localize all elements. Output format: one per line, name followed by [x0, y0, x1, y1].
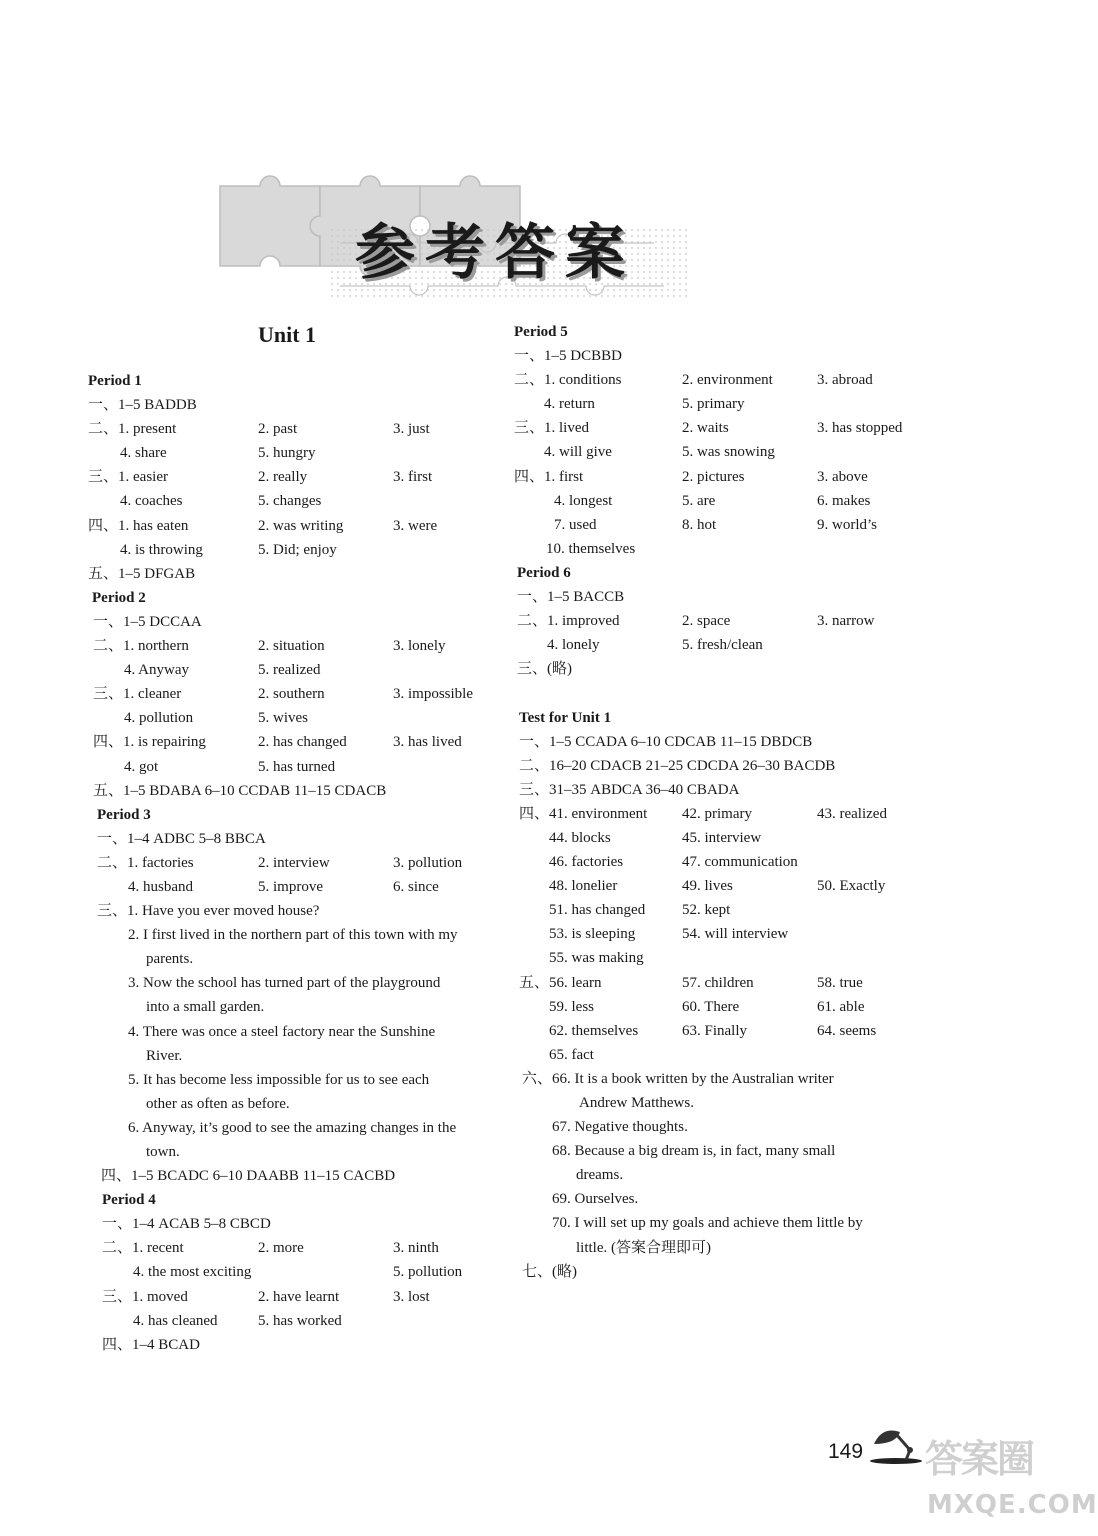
answer-text: 3. Now the school has turned part of the playground — [128, 975, 441, 992]
answer-line — [88, 779, 508, 803]
answer-text: 四、41. environment — [519, 805, 648, 822]
answer-line — [512, 1091, 932, 1115]
answer-text: 4. coaches — [120, 493, 183, 510]
answer-item: 5. fresh/clean — [682, 637, 763, 654]
answer-line — [88, 706, 508, 730]
answer-line — [88, 562, 508, 586]
answer-item: 57. children — [682, 974, 754, 991]
answer-text: Period 4 — [102, 1192, 156, 1209]
answer-text: 二、1. conditions — [514, 372, 622, 389]
answer-text: 48. lonelier — [549, 878, 618, 895]
answer-line — [512, 344, 932, 368]
answer-line — [512, 922, 932, 946]
answer-item: 63. Finally — [682, 1022, 748, 1039]
answer-item: 60. There — [682, 998, 740, 1015]
answer-item: 45. interview — [682, 829, 762, 846]
answer-item: 54. will interview — [682, 926, 789, 943]
answer-text: 五、56. learn — [519, 974, 602, 991]
answer-text: 53. is sleeping — [549, 926, 636, 943]
answer-line — [512, 730, 932, 754]
desk-lamp-icon — [866, 1420, 926, 1465]
answer-item: 3. has lived — [393, 734, 462, 751]
answer-item: 42. primary — [682, 805, 752, 822]
answer-line — [512, 1260, 932, 1284]
answer-text: 一、1–5 DCCAA — [93, 613, 202, 630]
answer-line — [512, 1043, 932, 1067]
answer-item: 5. changes — [258, 493, 322, 510]
answer-line — [512, 898, 932, 922]
answer-text: 46. factories — [549, 854, 624, 871]
answer-text: little. (答案合理即可) — [576, 1239, 711, 1256]
answer-item: 2. was writing — [258, 517, 344, 534]
answer-item: 3. just — [393, 421, 430, 438]
answer-text: 四、1. first — [514, 468, 584, 485]
answer-line — [512, 1163, 932, 1187]
answer-text: 五、1–5 DFGAB — [88, 565, 196, 582]
answer-line — [88, 1092, 508, 1116]
answer-line — [88, 1068, 508, 1092]
spacer — [512, 681, 932, 705]
answer-text: 4. Anyway — [124, 662, 189, 679]
answer-text: 10. themselves — [546, 540, 636, 557]
answer-item: 49. lives — [682, 878, 733, 895]
answer-item: 5. are — [682, 492, 716, 509]
answer-item: 3. were — [393, 517, 438, 534]
answer-line — [88, 465, 508, 489]
answer-text: 三、(略) — [517, 661, 572, 678]
answer-text: dreams. — [576, 1167, 624, 1184]
watermark-url: MXQE.COM — [927, 1490, 1098, 1520]
answer-item: 64. seems — [817, 1022, 877, 1039]
answer-item: 2. southern — [258, 686, 325, 703]
answer-line — [512, 609, 932, 633]
answer-text: 三、31–35 ABDCA 36–40 CBADA — [519, 781, 740, 798]
answer-text: Period 2 — [92, 589, 146, 606]
answer-text: 4. husband — [128, 878, 193, 895]
answer-text: 2. I first lived in the northern part of this town with my — [128, 927, 458, 944]
answer-text: 一、1–5 CCADA 6–10 CDCAB 11–15 DBDCB — [519, 733, 813, 750]
answer-line — [512, 465, 932, 489]
answer-text: Test for Unit 1 — [519, 709, 612, 726]
answer-item: 52. kept — [682, 902, 731, 919]
answer-text: 二、1. northern — [93, 638, 189, 655]
section-heading — [88, 369, 508, 393]
answer-text: Andrew Matthews. — [579, 1095, 694, 1111]
answer-line — [512, 657, 932, 681]
answer-line — [88, 1140, 508, 1164]
answer-item: 3. has stopped — [817, 420, 903, 437]
answer-line — [88, 489, 508, 513]
answer-text: into a small garden. — [146, 999, 265, 1016]
answer-text: 三、1. easier — [88, 469, 168, 486]
answer-item: 58. true — [817, 974, 863, 991]
answer-line — [88, 899, 508, 923]
section-heading — [512, 320, 932, 344]
answer-text: 四、1. has eaten — [88, 517, 189, 534]
answer-item: 2. past — [258, 421, 298, 438]
answer-line — [88, 1116, 508, 1140]
answer-text: 六、66. It is a book written by the Australian writer — [522, 1070, 834, 1087]
answer-text: 4. There was once a steel factory near the Sunshine — [128, 1023, 436, 1040]
answer-item: 3. ninth — [393, 1240, 439, 1257]
answer-text: River. — [146, 1047, 183, 1064]
answer-line — [88, 1260, 508, 1284]
answer-item: 5. primary — [682, 396, 745, 413]
answer-text: 4. got — [124, 758, 159, 775]
section-heading — [88, 586, 508, 610]
answer-item: 5. Did; enjoy — [258, 541, 337, 558]
answer-item: 2. environment — [682, 372, 773, 389]
answer-line — [512, 826, 932, 850]
answer-line — [88, 1333, 508, 1357]
answer-line — [512, 585, 932, 609]
right-answer-column — [512, 320, 932, 1284]
answer-line — [88, 1212, 508, 1236]
answer-text: 四、1. is repairing — [93, 734, 206, 751]
answer-item: 5. has worked — [258, 1312, 342, 1329]
answer-text: 70. I will set up my goals and achieve them little by — [552, 1215, 863, 1232]
answer-line — [512, 513, 932, 537]
answer-text: Period 3 — [97, 806, 151, 823]
answer-text: 69. Ourselves. — [552, 1191, 639, 1208]
answer-text: 一、1–4 ADBC 5–8 BBCA — [97, 830, 266, 847]
answer-line — [88, 851, 508, 875]
answer-text: 二、1. improved — [517, 613, 620, 630]
answer-line — [512, 1139, 932, 1163]
answer-line — [512, 802, 932, 826]
answer-line — [512, 1211, 932, 1235]
answer-line — [88, 417, 508, 441]
answer-line — [88, 1020, 508, 1044]
answer-item: 2. waits — [682, 420, 729, 437]
section-heading — [88, 1188, 508, 1212]
answer-line — [512, 1236, 932, 1260]
answer-item: 5. wives — [258, 710, 308, 727]
answer-line — [512, 1067, 932, 1091]
answer-text: 4. longest — [554, 492, 613, 509]
answer-item: 2. pictures — [682, 468, 745, 485]
answer-text: other as often as before. — [146, 1095, 290, 1112]
answer-item: 5. improve — [258, 878, 323, 895]
page-number: 149 — [828, 1440, 864, 1463]
answer-item: 2. interview — [258, 854, 330, 871]
answer-text: 7. used — [554, 516, 597, 533]
answer-text: 四、1–5 BCADC 6–10 DAABB 11–15 CACBD — [101, 1168, 396, 1185]
unit-title: Unit 1 — [258, 322, 317, 347]
answer-text: 4. return — [544, 396, 595, 413]
answer-item: 2. more — [258, 1240, 304, 1257]
answer-text: 4. the most exciting — [133, 1264, 252, 1281]
section-heading — [512, 561, 932, 585]
answer-text: 4. lonely — [547, 637, 600, 654]
answer-text: 67. Negative thoughts. — [552, 1119, 688, 1136]
watermark-logo: 答案圈 — [925, 1437, 1034, 1481]
answer-item: 6. makes — [817, 492, 871, 509]
answer-text: 五、1–5 BDABA 6–10 CCDAB 11–15 CDACB — [93, 782, 387, 799]
answer-item: 3. first — [393, 469, 433, 486]
section-heading — [512, 706, 932, 730]
watermark — [925, 1428, 1098, 1534]
answer-text: 二、16–20 CDACB 21–25 CDCDA 26–30 BACDB — [519, 757, 836, 774]
answer-line — [512, 995, 932, 1019]
answer-text: 二、1. present — [88, 421, 177, 438]
answer-line — [512, 416, 932, 440]
answer-line — [88, 730, 508, 754]
answer-line — [88, 875, 508, 899]
section-heading — [88, 803, 508, 827]
answer-text: parents. — [146, 951, 194, 968]
answer-item: 5. was snowing — [682, 444, 775, 461]
answer-line — [512, 537, 932, 561]
answer-item: 8. hot — [682, 516, 717, 533]
answer-line — [512, 489, 932, 513]
answer-line — [88, 923, 508, 947]
answer-text: 三、1. lived — [514, 420, 589, 437]
answer-item: 5. pollution — [393, 1264, 463, 1281]
answer-item: 47. communication — [682, 854, 798, 871]
answer-text: 三、1. moved — [102, 1288, 188, 1305]
answer-item: 3. narrow — [817, 613, 875, 630]
answer-line — [512, 1019, 932, 1043]
page-title: 参考答案 — [355, 218, 635, 288]
answer-line — [88, 1164, 508, 1188]
left-answer-column — [88, 369, 508, 1357]
answer-text: 三、1. Have you ever moved house? — [97, 903, 320, 920]
answer-text: 4. pollution — [124, 710, 194, 727]
answer-line — [512, 1115, 932, 1139]
answer-line — [88, 538, 508, 562]
answer-text: 一、1–5 BADDB — [88, 397, 197, 414]
answer-line — [512, 392, 932, 416]
answer-line — [88, 441, 508, 465]
answer-line — [512, 946, 932, 970]
answer-line — [512, 633, 932, 657]
answer-line — [88, 1236, 508, 1260]
answer-line — [512, 440, 932, 464]
answer-line — [88, 947, 508, 971]
answer-item: 50. Exactly — [817, 878, 886, 895]
answer-line — [512, 778, 932, 802]
answer-line — [88, 610, 508, 634]
answer-text: 一、1–5 BACCB — [517, 589, 625, 606]
answer-text: Period 5 — [514, 324, 568, 340]
answer-text: 59. less — [549, 998, 594, 1015]
answer-text: 一、1–4 ACAB 5–8 CBCD — [102, 1216, 271, 1233]
answer-text: 65. fact — [549, 1046, 594, 1063]
answer-text: 二、1. recent — [102, 1240, 184, 1257]
answer-item: 5. has turned — [258, 758, 336, 775]
answer-text: 62. themselves — [549, 1022, 639, 1039]
answer-line — [88, 658, 508, 682]
answer-line — [88, 995, 508, 1019]
answer-text: 55. was making — [549, 950, 644, 967]
answer-text: 一、1–5 DCBBD — [514, 348, 622, 365]
answer-text: 44. blocks — [549, 829, 611, 846]
answer-item: 43. realized — [817, 805, 887, 822]
answer-text: Period 6 — [517, 564, 571, 581]
answer-text: 5. It has become less impossible for us to see each — [128, 1071, 430, 1088]
answer-item: 2. space — [682, 613, 731, 630]
answer-item: 3. lonely — [393, 638, 446, 655]
answer-text: 6. Anyway, it’s good to see the amazing changes in the — [128, 1119, 457, 1136]
answer-text: 4. has cleaned — [133, 1312, 218, 1329]
answer-text: town. — [146, 1144, 180, 1160]
answer-item: 3. pollution — [393, 854, 463, 871]
answer-line — [512, 368, 932, 392]
answer-item: 3. above — [817, 468, 868, 485]
answer-line — [88, 971, 508, 995]
answer-text: 51. has changed — [549, 902, 646, 919]
answer-line — [88, 393, 508, 417]
answer-item: 3. impossible — [393, 686, 474, 703]
answer-line — [512, 971, 932, 995]
answer-item: 3. abroad — [817, 372, 873, 389]
answer-line — [88, 755, 508, 779]
answer-line — [88, 827, 508, 851]
answer-item: 3. lost — [393, 1288, 430, 1305]
answer-line — [88, 514, 508, 538]
answer-line — [88, 634, 508, 658]
answer-text: 四、1–4 BCAD — [102, 1336, 200, 1353]
answer-text: Period 1 — [88, 373, 142, 389]
answer-item: 2. have learnt — [258, 1288, 340, 1305]
answer-item: 5. hungry — [258, 445, 316, 462]
answer-item: 9. world’s — [817, 516, 877, 533]
answer-line — [512, 1187, 932, 1211]
answer-line — [88, 1309, 508, 1333]
answer-text: 二、1. factories — [97, 854, 194, 871]
answer-text: 三、1. cleaner — [93, 686, 182, 703]
answer-line — [88, 682, 508, 706]
answer-line — [88, 1044, 508, 1068]
answer-item: 61. able — [817, 998, 865, 1015]
answer-item: 2. has changed — [258, 734, 347, 751]
answer-text: 68. Because a big dream is, in fact, many small — [552, 1143, 836, 1160]
answer-item: 6. since — [393, 878, 439, 895]
answer-text: 七、(略) — [522, 1263, 577, 1280]
answer-line — [512, 850, 932, 874]
answer-item: 5. realized — [258, 662, 321, 679]
answer-line — [88, 1285, 508, 1309]
answer-line — [512, 874, 932, 898]
answer-text: 4. share — [120, 445, 167, 462]
answer-text: 4. will give — [544, 444, 612, 461]
answer-text: 4. is throwing — [120, 541, 203, 558]
answer-item: 2. really — [258, 469, 308, 486]
answer-line — [512, 754, 932, 778]
answer-item: 2. situation — [258, 638, 325, 655]
